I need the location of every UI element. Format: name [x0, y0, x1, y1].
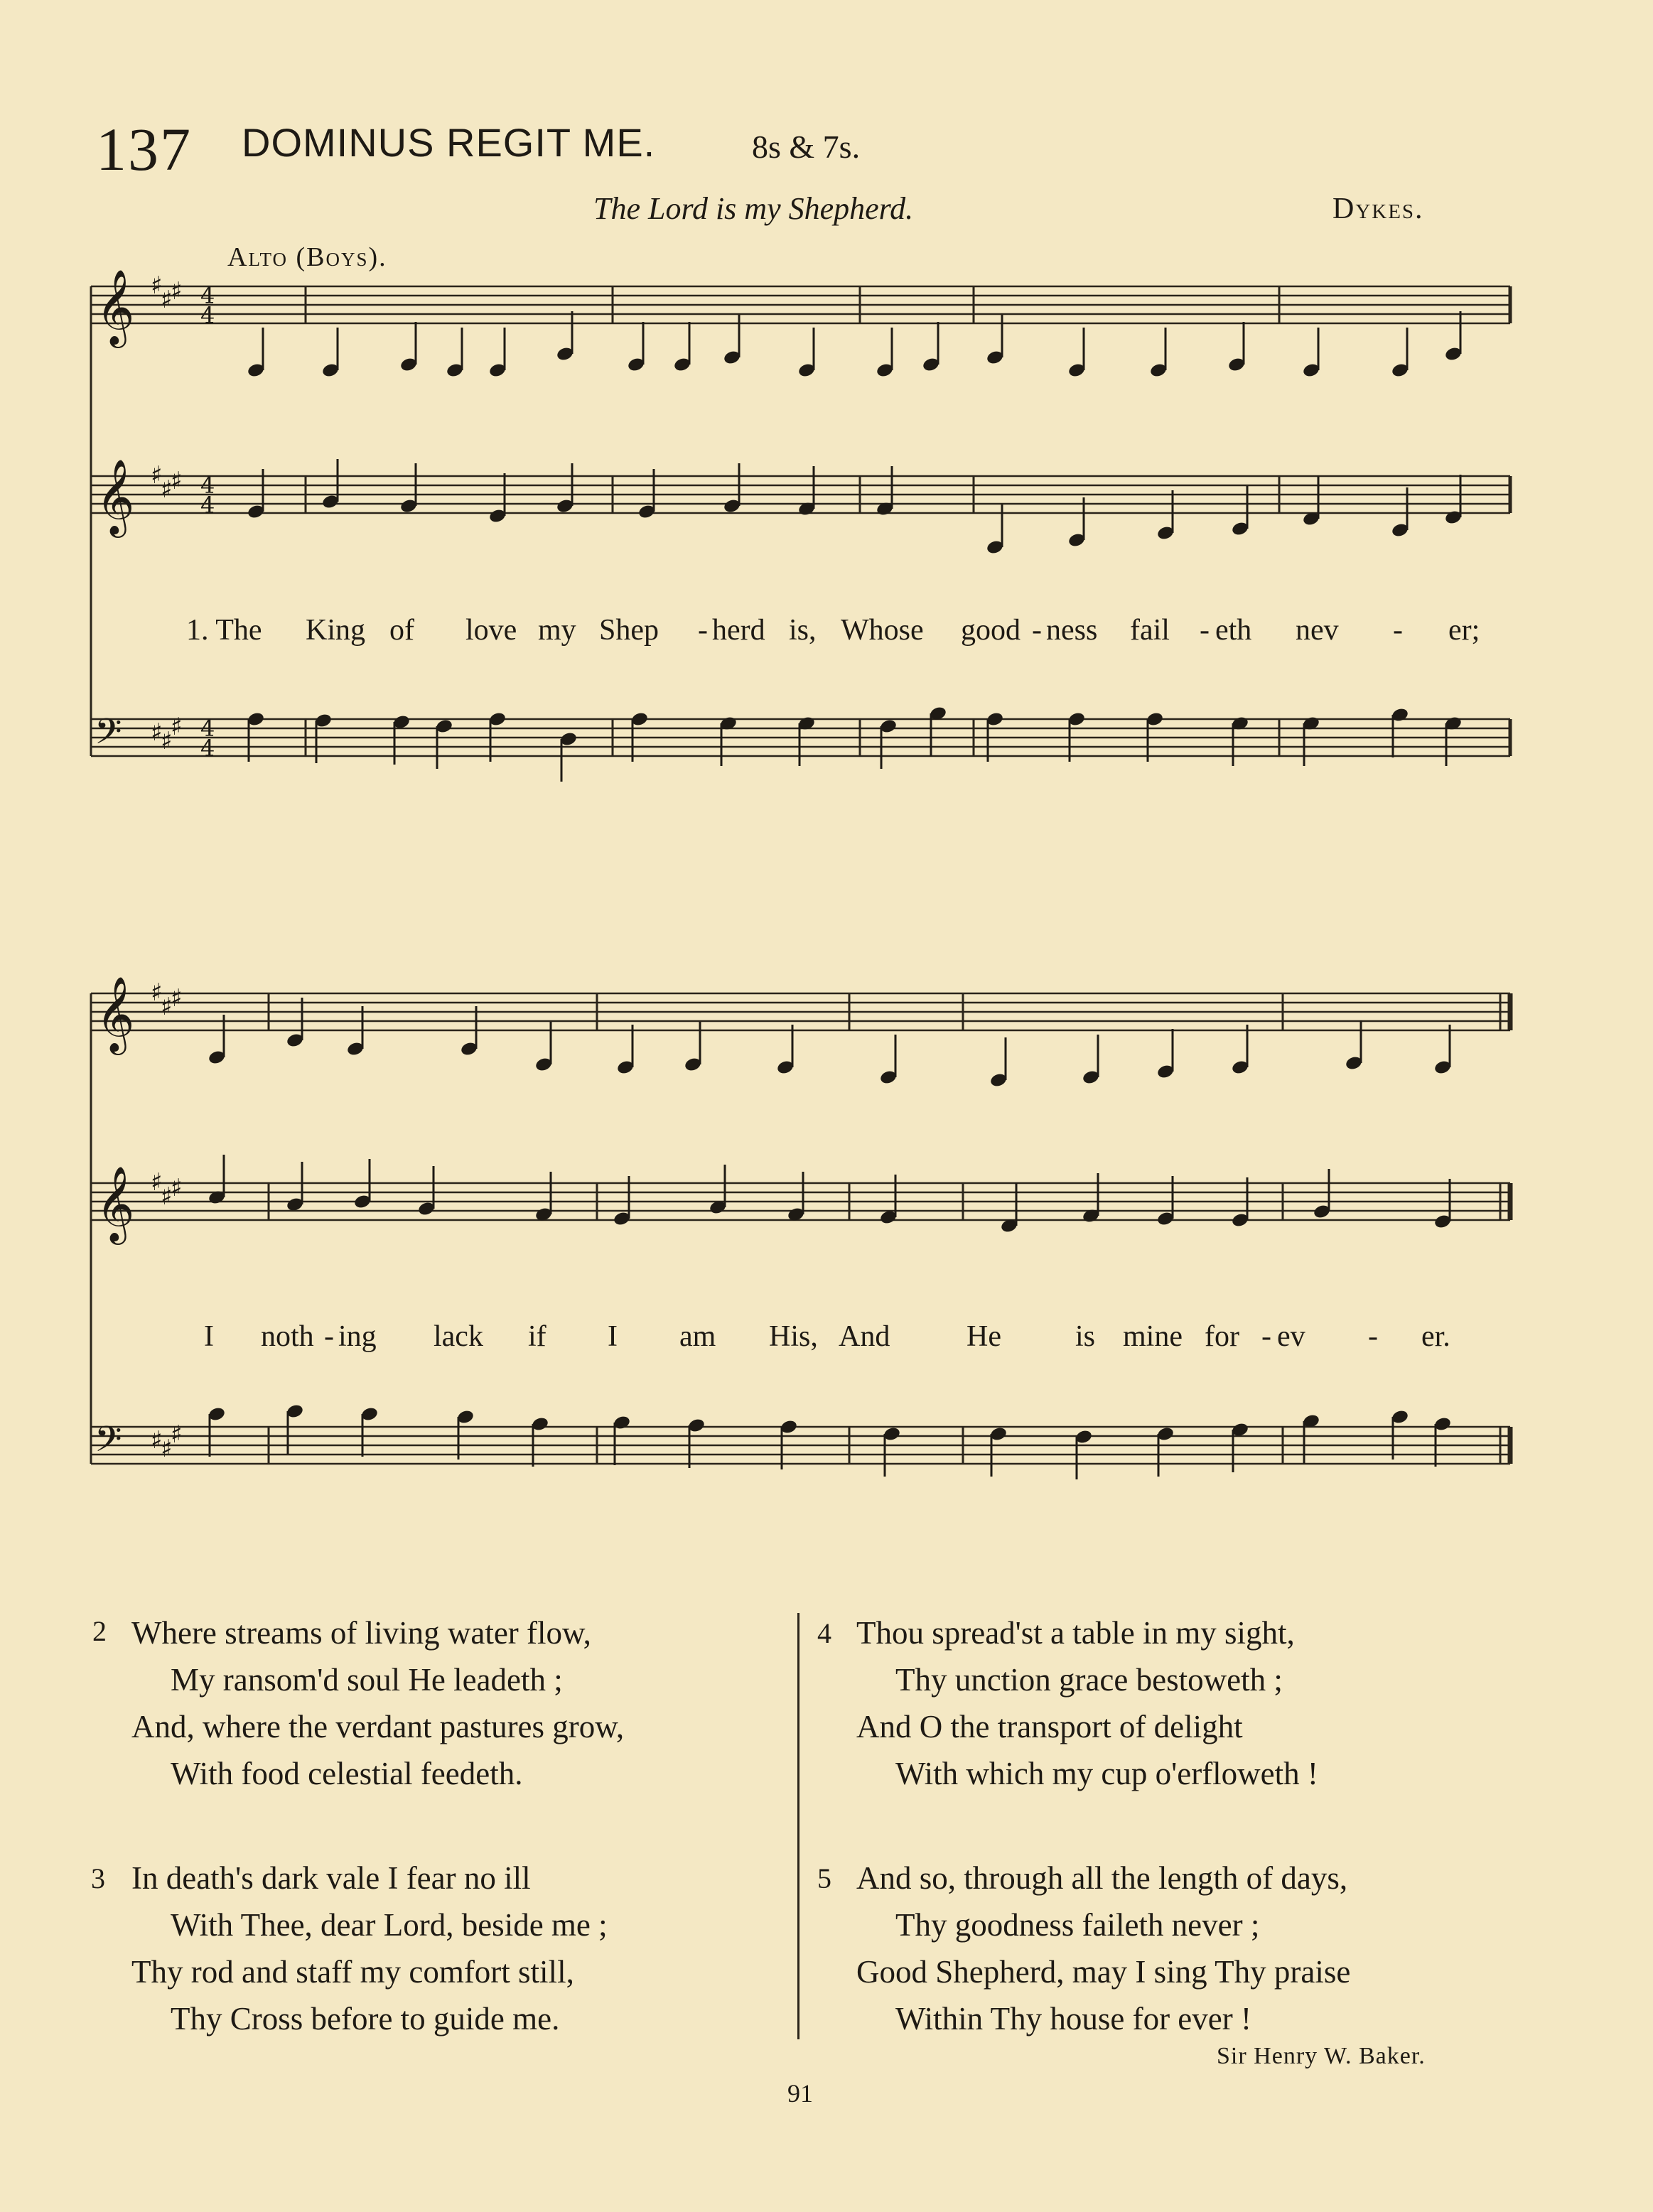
- lyric-syllable: -: [1261, 1320, 1271, 1353]
- lyric-syllable: And: [839, 1320, 890, 1353]
- treble-clef: 𝄞: [96, 1165, 135, 1241]
- column-divider: [797, 1613, 799, 2039]
- note-stems: [210, 311, 1460, 1479]
- verse-line: Thy unction grace bestoweth ;: [895, 1662, 1283, 1698]
- verse-line: With which my cup o'erfloweth !: [895, 1756, 1318, 1791]
- verse-number: 5: [817, 1862, 831, 1894]
- lyric-syllable: mine: [1123, 1320, 1183, 1353]
- lyric-syllable: eth: [1215, 614, 1252, 647]
- lyric-syllable: for: [1205, 1320, 1239, 1353]
- verse-number: 4: [817, 1617, 831, 1649]
- time-signature: 4: [200, 735, 215, 762]
- sharp-sign: ♯: [161, 1182, 173, 1211]
- clefs-and-signatures: [95, 269, 215, 1469]
- verse-number: 2: [92, 1615, 107, 1647]
- hymn-number: 137: [96, 115, 192, 183]
- verse-line: Within Thy house for ever !: [895, 2001, 1251, 2036]
- lyric-syllable: er;: [1448, 614, 1480, 647]
- hymn-subtitle: The Lord is my Shepherd.: [593, 191, 914, 226]
- lyric-syllable: -: [1200, 614, 1210, 647]
- hymn-composer: Dykes.: [1332, 193, 1424, 225]
- lyric-syllable: ness: [1046, 614, 1098, 647]
- time-signature: 4: [200, 282, 215, 309]
- treble-clef: 𝄞: [96, 458, 135, 534]
- lyric-syllable: herd: [712, 614, 765, 647]
- verse-line: With Thee, dear Lord, beside me ;: [171, 1907, 608, 1943]
- sharp-sign: ♯: [161, 286, 173, 314]
- time-signature: 4: [200, 472, 215, 499]
- sharp-sign: ♯: [151, 1426, 163, 1455]
- verse-number: 3: [91, 1862, 105, 1894]
- lyric-syllable: er.: [1421, 1320, 1450, 1353]
- lyric-syllable: if: [528, 1320, 546, 1353]
- verse-line: Thou spread'st a table in my sight,: [856, 1615, 1295, 1651]
- voice-label: Alto (Boys).: [227, 242, 387, 272]
- staff-lines: [91, 286, 1510, 1464]
- verse-4: [856, 1609, 1318, 1797]
- lyric-syllable: ing: [338, 1320, 377, 1353]
- lyric-syllable: He: [967, 1320, 1001, 1353]
- verse-line: With food celestial feedeth.: [171, 1756, 523, 1791]
- sharp-sign: ♯: [171, 1420, 183, 1449]
- sharp-sign: ♯: [171, 467, 183, 495]
- verse-line: In death's dark vale I fear no ill: [131, 1860, 531, 1896]
- treble-clef: 𝄞: [96, 269, 135, 345]
- lyric-syllable: noth: [261, 1320, 314, 1353]
- time-signature: 4: [200, 302, 215, 329]
- page-number: 91: [787, 2079, 813, 2108]
- sharp-sign: ♯: [171, 277, 183, 306]
- sharp-sign: ♯: [161, 475, 173, 504]
- lyric-syllable: love: [465, 614, 517, 647]
- lyric-syllable: nev: [1296, 614, 1339, 647]
- bar-lines: [91, 286, 1510, 1464]
- verse-line: Thy rod and staff my comfort still,: [131, 1954, 574, 1990]
- verse-line: Thy Cross before to guide me.: [171, 2001, 560, 2036]
- note-heads: [208, 346, 1463, 1445]
- bass-clef: 𝄢: [95, 1419, 122, 1469]
- verse-line: And, where the verdant pastures grow,: [131, 1709, 625, 1744]
- lyric-syllable: His,: [769, 1320, 818, 1353]
- lyric-syllable: am: [679, 1320, 716, 1353]
- sharp-sign: ♯: [151, 1168, 163, 1197]
- lyric-syllable: is: [1075, 1320, 1096, 1353]
- time-signature: 4: [200, 492, 215, 519]
- lyric-syllable: good: [961, 614, 1021, 647]
- verse-2: [131, 1609, 624, 1797]
- hymn-title: DOMINUS REGIT ME.: [242, 120, 656, 165]
- lyric-syllable: ev: [1277, 1320, 1305, 1353]
- verse-line: Where streams of living water flow,: [131, 1615, 591, 1651]
- lyric-syllable: -: [1368, 1320, 1378, 1353]
- hymn-meter: 8s & 7s.: [752, 129, 861, 165]
- treble-clef: 𝄞: [96, 976, 135, 1052]
- lyric-syllable: 1. The: [186, 614, 262, 647]
- sharp-sign: ♯: [171, 984, 183, 1013]
- verse-5: [856, 1855, 1350, 2042]
- sharp-sign: ♯: [161, 993, 173, 1021]
- sharp-sign: ♯: [171, 713, 183, 741]
- verse-line: And O the transport of delight: [856, 1709, 1243, 1744]
- sharp-sign: ♯: [151, 718, 163, 747]
- lyric-syllable: of: [389, 614, 414, 647]
- bass-clef: 𝄢: [95, 711, 122, 761]
- verse-line: My ransom'd soul He leadeth ;: [171, 1662, 563, 1698]
- lyric-syllable: lack: [434, 1320, 483, 1353]
- lyric-syllable: King: [306, 614, 365, 647]
- lyric-syllable: I: [608, 1320, 618, 1353]
- sharp-sign: ♯: [161, 1435, 173, 1463]
- author-attribution: Sir Henry W. Baker.: [1217, 2043, 1426, 2069]
- lyric-syllable: is,: [789, 614, 817, 647]
- lyric-syllable: fail: [1130, 614, 1170, 647]
- time-signature: 4: [200, 715, 215, 742]
- lyric-syllable: I: [204, 1320, 214, 1353]
- lyric-syllable: -: [698, 614, 708, 647]
- sharp-sign: ♯: [151, 978, 163, 1007]
- lyric-syllable: -: [1032, 614, 1042, 647]
- lyric-syllable: Shep: [599, 614, 659, 647]
- verse-3: [131, 1855, 608, 2042]
- sharp-sign: ♯: [161, 727, 173, 755]
- sharp-sign: ♯: [171, 1174, 183, 1202]
- sharp-sign: ♯: [151, 271, 163, 300]
- lyric-syllable: Whose: [841, 614, 924, 647]
- lyric-syllable: my: [538, 614, 576, 647]
- verse-line: Good Shepherd, may I sing Thy praise: [856, 1954, 1351, 1990]
- sharp-sign: ♯: [151, 461, 163, 490]
- verse-line: Thy goodness faileth never ;: [895, 1907, 1260, 1943]
- lyric-syllable: -: [1393, 614, 1403, 647]
- lyric-syllable: -: [324, 1320, 334, 1353]
- verse-line: And so, through all the length of days,: [856, 1860, 1348, 1896]
